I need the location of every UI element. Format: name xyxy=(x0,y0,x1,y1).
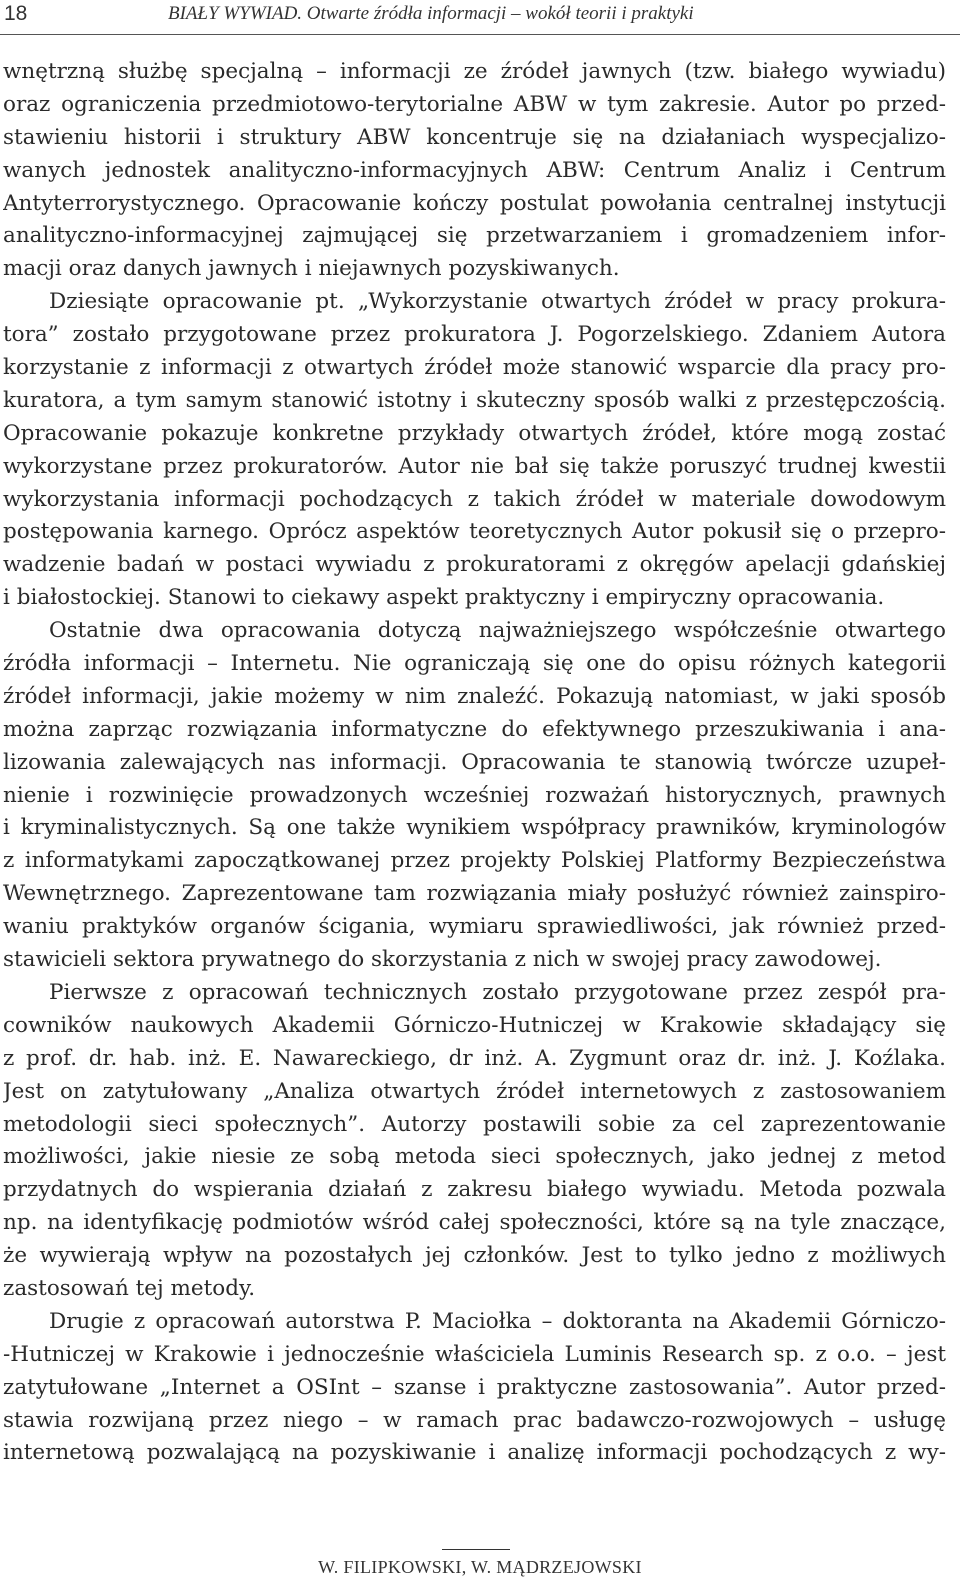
text-line: Jest on zatytułowany „Analiza otwartych źródeł internetowych z zastosowaniem xyxy=(3,1078,946,1104)
text-line: źródła informacji – Internetu. Nie ograniczają się one do opisu różnych kategorii xyxy=(3,651,946,677)
text-line: Wewnętrznego. Zaprezentowane tam rozwiązania miały posłużyć również zainspiro- xyxy=(3,881,946,907)
text-line: Dziesiąte opracowanie pt. „Wykorzystanie otwartych źródeł w pracy prokura- xyxy=(49,289,946,315)
text-line: analityczno-informacyjnej zajmującej się przetwarzaniem i gromadzeniem infor- xyxy=(3,223,946,249)
text-line: stawia rozwijaną przez niego – w ramach prac badawczo-rozwojowych – usługę xyxy=(3,1407,946,1433)
text-line: np. na identyfikację podmiotów wśród całej społeczności, które są na tyle znaczące, xyxy=(3,1210,946,1236)
text-line: zastosowań tej metody. xyxy=(3,1275,256,1301)
text-line: postępowania karnego. Oprócz aspektów teoretycznych Autor pokusił się o przepro- xyxy=(3,519,946,545)
text-line: i kryminalistycznych. Są one także wynikiem współpracy prawników, kryminologów xyxy=(3,815,946,841)
text-line: wykorzystania informacji pochodzących z takich źródeł w materiale dowodowym xyxy=(3,486,946,512)
body-text xyxy=(3,56,946,1470)
text-line: macji oraz danych jawnych i niejawnych pozyskiwanych. xyxy=(3,256,620,282)
running-title: BIAŁY WYWIAD. Otwarte źródła informacji – wokół teorii i praktyki xyxy=(168,3,694,24)
text-line: kuratora, a tym samym stanowić istotny i skuteczny sposób walki z przestępczością. xyxy=(3,387,946,413)
text-line: z informatykami zapoczątkowanej przez projekty Polskiej Platformy Bezpieczeństwa xyxy=(3,848,946,874)
text-line: wanych jednostek analityczno-informacyjnych ABW: Centrum Analiz i Centrum xyxy=(3,157,946,183)
text-line: internetową pozwalającą na pozyskiwanie i analizę informacji pochodzących z wy- xyxy=(3,1440,946,1466)
text-line: oraz ograniczenia przedmiotowo-terytorialne ABW w tym zakresie. Autor po przed- xyxy=(3,91,946,117)
footer-authors: W. FILIPKOWSKI, W. MĄDRZEJOWSKI xyxy=(318,1557,642,1577)
text-line: możliwości, jakie niesie ze sobą metoda sieci społecznych, jako jednej z metod xyxy=(3,1144,946,1170)
text-line: lizowania zalewających nas informacji. Opracowania te stanowią twórcze uzupeł- xyxy=(3,749,946,775)
text-line: cowników naukowych Akademii Górniczo-Hutniczej w Krakowie składający się xyxy=(3,1012,946,1038)
text-line: Pierwsze z opracowań technicznych zostało przygotowane przez zespół pra- xyxy=(49,979,946,1005)
text-line: -Hutniczej w Krakowie i jednocześnie właściciela Luminis Research sp. z o.o. – jest xyxy=(3,1341,946,1367)
text-line: Opracowanie pokazuje konkretne przykłady otwartych źródeł, które mogą zostać xyxy=(3,420,946,446)
text-line: i białostockiej. Stanowi to ciekawy aspekt praktyczny i empiryczny opracowania. xyxy=(3,585,885,611)
text-line: zatytułowane „Internet a OSInt – szanse i praktyczne zastosowania”. Autor przed- xyxy=(3,1374,946,1400)
text-line: Ostatnie dwa opracowania dotyczą najważniejszego współcześnie otwartego xyxy=(49,618,946,644)
text-line: korzystanie z informacji z otwartych źródeł może stanowić wsparcie dla pracy pro- xyxy=(3,355,946,381)
text-line: Drugie z opracowań autorstwa P. Maciołka – doktoranta na Akademii Górniczo- xyxy=(49,1308,946,1334)
running-header xyxy=(0,0,960,35)
text-line: źródeł informacji, jakie możemy w nim znaleźć. Pokazują natomiast, w jaki sposób xyxy=(3,683,946,709)
page-number: 18 xyxy=(4,2,28,25)
text-line: stawicieli sektora prywatnego do skorzystania z nich w swojej pracy zawodowej. xyxy=(3,947,882,973)
text-line: Antyterrorystycznego. Opracowanie kończy postulat powołania centralnej instytucji xyxy=(3,190,946,216)
text-line: można zaprząc rozwiązania informatyczne do efektywnego przeszukiwania i ana- xyxy=(3,716,946,742)
text-line: z prof. dr. hab. inż. E. Nawareckiego, dr inż. A. Zygmunt oraz dr. inż. J. Koźlaka. xyxy=(3,1045,946,1071)
footer-divider xyxy=(442,1549,510,1550)
text-line: że wywierają wpływ na pozostałych jej członków. Jest to tylko jedno z możliwych xyxy=(3,1243,946,1269)
text-line: wnętrzną służbę specjalną – informacji ze źródeł jawnych (tzw. białego wywiadu) xyxy=(3,59,946,84)
text-line: przydatnych do wspierania działań z zakresu białego wywiadu. Metoda pozwala xyxy=(3,1177,946,1203)
text-line: nienie i rozwinięcie prowadzonych wcześniej rozważań historycznych, prawnych xyxy=(3,782,946,808)
text-line: wykorzystane przez prokuratorów. Autor nie bał się także poruszyć trudnej kwestii xyxy=(3,453,946,479)
text-line: waniu praktyków organów ścigania, wymiaru sprawiedliwości, jak również przed- xyxy=(3,914,946,940)
text-line: metodologii sieci społecznych”. Autorzy postawili sobie za cel zaprezentowanie xyxy=(3,1111,946,1137)
text-line: tora” zostało przygotowane przez prokuratora J. Pogorzelskiego. Zdaniem Autora xyxy=(3,322,946,348)
text-line: stawieniu historii i struktury ABW koncentruje się na działaniach wyspecjalizo- xyxy=(3,124,946,150)
text-line: wadzenie badań w postaci wywiadu z prokuratorami z okręgów apelacji gdańskiej xyxy=(3,552,946,578)
